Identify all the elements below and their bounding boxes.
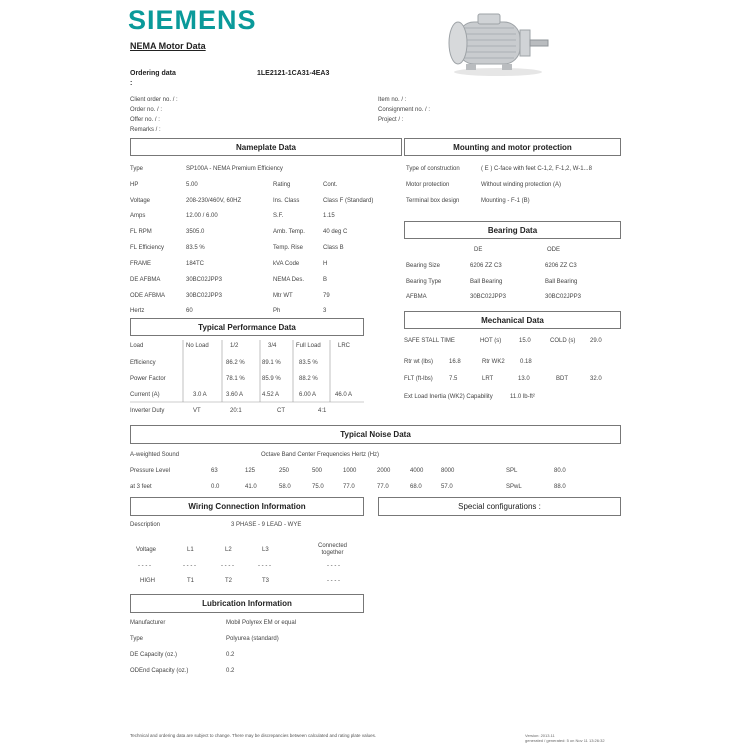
noise-value: 41.0: [245, 484, 257, 490]
lube-value: 0.2: [226, 668, 235, 674]
np-value: 3: [323, 308, 327, 314]
mounting-value: ( E ) C-face with feet C-1,2, F-1,2, W-1...8: [481, 166, 592, 172]
np-label: Hertz: [130, 308, 145, 314]
cold-label: COLD (s): [550, 338, 576, 344]
wiring-dash-cell: - - - -: [183, 563, 196, 569]
np-value: H: [323, 261, 328, 267]
bdt-label: BDT: [556, 376, 568, 382]
np-label: Voltage: [130, 198, 151, 204]
ordering-label: Ordering data: [130, 70, 176, 77]
nameplate-type-label: Type: [130, 166, 144, 172]
np-value: 5.00: [186, 182, 198, 188]
pressure-level-label: Pressure Level: [130, 468, 171, 474]
motor-image: [440, 8, 552, 80]
np-label: FL RPM: [130, 229, 152, 235]
wiring-col-l1: L1: [187, 547, 194, 553]
np-value: 1.15: [323, 213, 335, 219]
perf-col-lrc: LRC: [338, 343, 351, 349]
bearing-value: Ball Bearing: [545, 279, 578, 285]
bearing-value: 30BC02JPP3: [545, 294, 582, 300]
inverter-duty-label: Inverter Duty: [130, 408, 165, 414]
mounting-value: Mounting - F-1 (B): [481, 198, 530, 204]
np-value: 208-230/460V, 60HZ: [186, 198, 242, 204]
lube-value: Polyurea (standard): [226, 636, 279, 642]
np-value: 12.00 / 6.00: [186, 213, 218, 219]
np-value: Cont.: [323, 182, 338, 188]
rtr-wk2-label: Rtr WK2: [482, 359, 505, 365]
ext-load-value: 11.0 lb-ft²: [510, 394, 535, 400]
perf-row-label: Efficiency: [130, 360, 156, 366]
wiring-high-cell: HIGH: [140, 578, 155, 584]
ct-value: 4:1: [318, 408, 327, 414]
noise-value: 58.0: [279, 484, 291, 490]
noise-freq: 125: [245, 468, 256, 474]
noise-value: 0.0: [211, 484, 220, 490]
np-label: NEMA Des.: [273, 277, 305, 283]
cold-value: 29.0: [590, 338, 602, 344]
safe-stall-label: SAFE STALL TIME: [404, 338, 455, 344]
perf-cell: 86.2 %: [226, 360, 245, 366]
mechanical-header: Mechanical Data: [404, 311, 621, 329]
mounting-label: Motor protection: [406, 182, 450, 188]
np-value: 79: [323, 293, 330, 299]
noise-header: Typical Noise Data: [130, 425, 621, 444]
bearing-col-de: DE: [474, 247, 483, 253]
np-label: Ph: [273, 308, 281, 314]
perf-col-load: Load: [130, 343, 144, 349]
noise-value: 77.0: [343, 484, 355, 490]
order-no-label: Order no. / :: [130, 107, 163, 113]
np-label: kVA Code: [273, 261, 300, 267]
wiring-col-connected: Connected together: [318, 543, 348, 556]
np-label: ODE AFBMA: [130, 293, 166, 299]
siemens-logo: SIEMENS: [128, 5, 257, 35]
octave-label: Octave Band Center Frequencies Hertz (Hz): [261, 452, 380, 458]
ct-label: CT: [277, 408, 285, 414]
np-label: Rating: [273, 182, 291, 188]
rtr-wk2-value: 0.18: [520, 359, 532, 365]
footer-generated-line: generated / generated: 5 on Nov 11 13:26:32: [525, 738, 605, 743]
perf-cell: 85.9 %: [262, 376, 281, 382]
project-label: Project / :: [378, 117, 404, 123]
perf-col-half: 1/2: [230, 343, 239, 349]
bdt-value: 32.0: [590, 376, 602, 382]
lube-label: ODEnd Capacity (oz.): [130, 668, 189, 674]
perf-cell: 6.00 A: [299, 392, 317, 398]
rtr-wt-label: Rtr wt (lbs): [404, 359, 433, 365]
noise-freq: 63: [211, 468, 218, 474]
perf-row-label: Current (A): [130, 392, 160, 398]
bearing-value: 30BC02JPP3: [470, 294, 507, 300]
mounting-value: Without winding protection (A): [481, 182, 562, 188]
bearing-value: Ball Bearing: [470, 279, 503, 285]
remarks-label: Remarks / :: [130, 127, 161, 133]
bearing-value: 6206 ZZ C3: [470, 263, 502, 269]
wiring-dash-cell: - - - -: [221, 563, 234, 569]
perf-cell: 89.1 %: [262, 360, 281, 366]
np-value: 184TC: [186, 261, 205, 267]
np-label: Ins. Class: [273, 198, 300, 204]
wiring-high-cell: - - - -: [327, 578, 340, 584]
wiring-desc-label: Description: [130, 522, 161, 528]
offer-no-label: Offer no. / :: [130, 117, 160, 123]
at-3-feet-label: at 3 feet: [130, 484, 152, 490]
perf-cell: 88.2 %: [299, 376, 318, 382]
noise-freq: 500: [312, 468, 323, 474]
np-value: 40 deg C: [323, 229, 348, 235]
flt-value: 7.5: [449, 376, 458, 382]
bearing-col-ode: ODE: [547, 247, 561, 253]
np-value: 30BC02JPP3: [186, 293, 223, 299]
hot-value: 15.0: [519, 338, 531, 344]
np-label: HP: [130, 182, 139, 188]
bearing-label: Bearing Type: [406, 279, 442, 285]
wiring-high-cell: T1: [187, 578, 195, 584]
wiring-col-l2: L2: [225, 547, 232, 553]
perf-cell: 78.1 %: [226, 376, 245, 382]
np-label: FRAME: [130, 261, 151, 267]
perf-cell: 3.0 A: [193, 392, 207, 398]
wiring-dash-cell: - - - -: [258, 563, 271, 569]
wiring-col-voltage: Voltage: [136, 547, 157, 553]
a-weighted-label: A-weighted Sound: [130, 452, 180, 458]
np-label: Amps: [130, 213, 146, 219]
noise-freq: 1000: [343, 468, 357, 474]
lube-value: Mobil Polyrex EM or equal: [226, 620, 297, 626]
mounting-label: Type of construction: [406, 166, 460, 172]
bearing-label: Bearing Size: [406, 263, 441, 269]
footer-version: [525, 733, 605, 743]
lube-label: DE Capacity (oz.): [130, 652, 178, 658]
ordering-colon: :: [130, 80, 133, 87]
lrt-value: 13.0: [518, 376, 530, 382]
footer-disclaimer: Technical and ordering data are subject to change. There may be discrepancies between calculated and rating plate values.: [130, 733, 377, 738]
noise-freq: 250: [279, 468, 290, 474]
footer-version-line: Version: 2013.11: [525, 733, 555, 738]
lube-label: Type: [130, 636, 144, 642]
bearing-value: 6206 ZZ C3: [545, 263, 577, 269]
noise-value: 77.0: [377, 484, 389, 490]
special-config-header: Special configurations :: [378, 497, 621, 516]
client-order-label: Client order no. / :: [130, 97, 178, 103]
np-label: FL Efficiency: [130, 245, 165, 251]
mounting-label: Terminal box design: [406, 198, 460, 204]
np-value: Class B: [323, 245, 344, 251]
document-title: NEMA Motor Data: [130, 41, 206, 51]
np-value: 3505.0: [186, 229, 205, 235]
wiring-dash-cell: - - - -: [327, 563, 340, 569]
perf-col-noload: No Load: [186, 343, 209, 349]
rtr-wt-value: 16.8: [449, 359, 461, 365]
np-value: Class F (Standard): [323, 198, 374, 204]
np-value: B: [323, 277, 328, 283]
consignment-no-label: Consignment no. / :: [378, 107, 431, 113]
item-no-label: Item no. / :: [378, 97, 407, 103]
lube-label: Manufacturer: [130, 620, 166, 626]
noise-freq: 4000: [410, 468, 424, 474]
lubrication-header: Lubrication Information: [130, 594, 364, 613]
noise-value: 75.0: [312, 484, 324, 490]
np-label: DE AFBMA: [130, 277, 161, 283]
spwl-label: SPwL: [506, 484, 522, 490]
nameplate-header: Nameplate Data: [130, 138, 402, 156]
spwl-value: 88.0: [554, 484, 566, 490]
perf-cell: 3.60 A: [226, 392, 244, 398]
np-value: 83.5 %: [186, 245, 205, 251]
np-label: S.F.: [273, 213, 284, 219]
wiring-header: Wiring Connection Information: [130, 497, 364, 516]
hot-label: HOT (s): [480, 338, 502, 344]
lube-value: 0.2: [226, 652, 235, 658]
noise-freq: 8000: [441, 468, 455, 474]
spl-label: SPL: [506, 468, 518, 474]
wiring-dash-cell: - - - -: [138, 563, 151, 569]
performance-header: Typical Performance Data: [130, 318, 364, 336]
lrt-label: LRT: [482, 376, 494, 382]
noise-freq: 2000: [377, 468, 391, 474]
wiring-col-l3: L3: [262, 547, 269, 553]
mounting-header: Mounting and motor protection: [404, 138, 621, 156]
spl-value: 80.0: [554, 468, 566, 474]
noise-value: 68.0: [410, 484, 422, 490]
flt-label: FLT (ft-lbs): [404, 376, 433, 382]
perf-cell: 46.0 A: [335, 392, 353, 398]
wiring-high-cell: T3: [262, 578, 270, 584]
vt-label: VT: [193, 408, 201, 414]
noise-value: 57.0: [441, 484, 453, 490]
np-value: 30BC02JPP3: [186, 277, 223, 283]
perf-cell: 4.52 A: [262, 392, 280, 398]
nameplate-type-value: SP100A - NEMA Premium Efficiency: [186, 166, 283, 172]
perf-cell: 83.5 %: [299, 360, 318, 366]
perf-col-three-quarter: 3/4: [268, 343, 277, 349]
np-value: 60: [186, 308, 193, 314]
perf-col-fullload: Full Load: [296, 343, 321, 349]
bearing-label: AFBMA: [406, 294, 427, 300]
np-label: Mtr WT: [273, 293, 293, 299]
ext-load-label: Ext Load Inertia (WK2) Capability: [404, 394, 493, 400]
wiring-high-cell: T2: [225, 578, 233, 584]
np-label: Amb. Temp.: [273, 229, 305, 235]
np-label: Temp. Rise: [273, 245, 304, 251]
perf-row-label: Power Factor: [130, 376, 166, 382]
ordering-value: 1LE2121-1CA31-4EA3: [257, 70, 330, 77]
bearing-header: Bearing Data: [404, 221, 621, 239]
wiring-desc-value: 3 PHASE - 9 LEAD - WYE: [231, 522, 302, 528]
vt-value: 20:1: [230, 408, 242, 414]
